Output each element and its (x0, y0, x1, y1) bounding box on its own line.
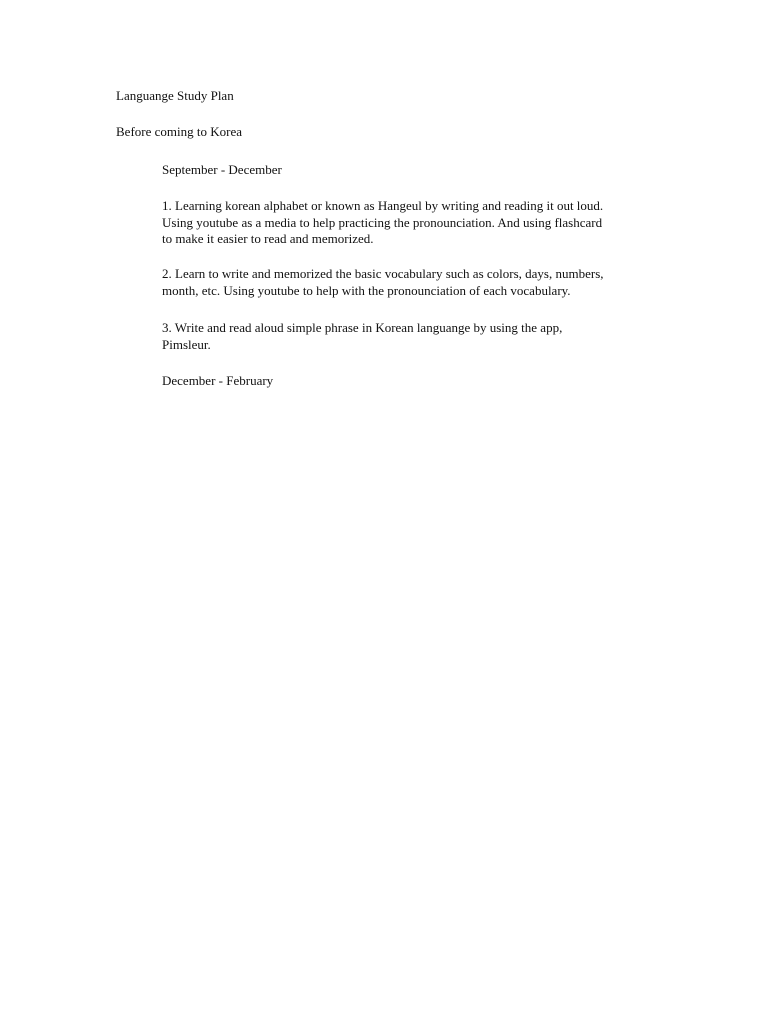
plan-item-1-line-1: 1. Learning korean alphabet or known as Hangeul by writing and reading it out loud. (162, 198, 604, 213)
plan-item-3 (162, 320, 662, 353)
period-label-december-february: December - February (162, 373, 274, 388)
plan-item-1-line-2: Using youtube as a media to help practicing the pronounciation. And using flashcard (162, 214, 603, 230)
plan-item-1 (162, 198, 662, 248)
plan-item-2-line-2: month, etc. Using youtube to help with the pronounciation of each vocabulary. (162, 282, 571, 298)
document-title: Languange Study Plan (116, 88, 234, 103)
section-heading: Before coming to Korea (116, 124, 242, 139)
plan-item-1-line-3: to make it easier to read and memorized. (162, 231, 374, 246)
plan-item-2 (162, 266, 662, 299)
plan-item-3-line-2: Pimsleur. (162, 336, 211, 352)
period-label-september-december: September - December (162, 162, 282, 177)
plan-item-2-line-1: 2. Learn to write and memorized the basic vocabulary such as colors, days, numbers, (162, 266, 604, 281)
plan-item-3-line-1: 3. Write and read aloud simple phrase in Korean languange by using the app, (162, 320, 563, 335)
